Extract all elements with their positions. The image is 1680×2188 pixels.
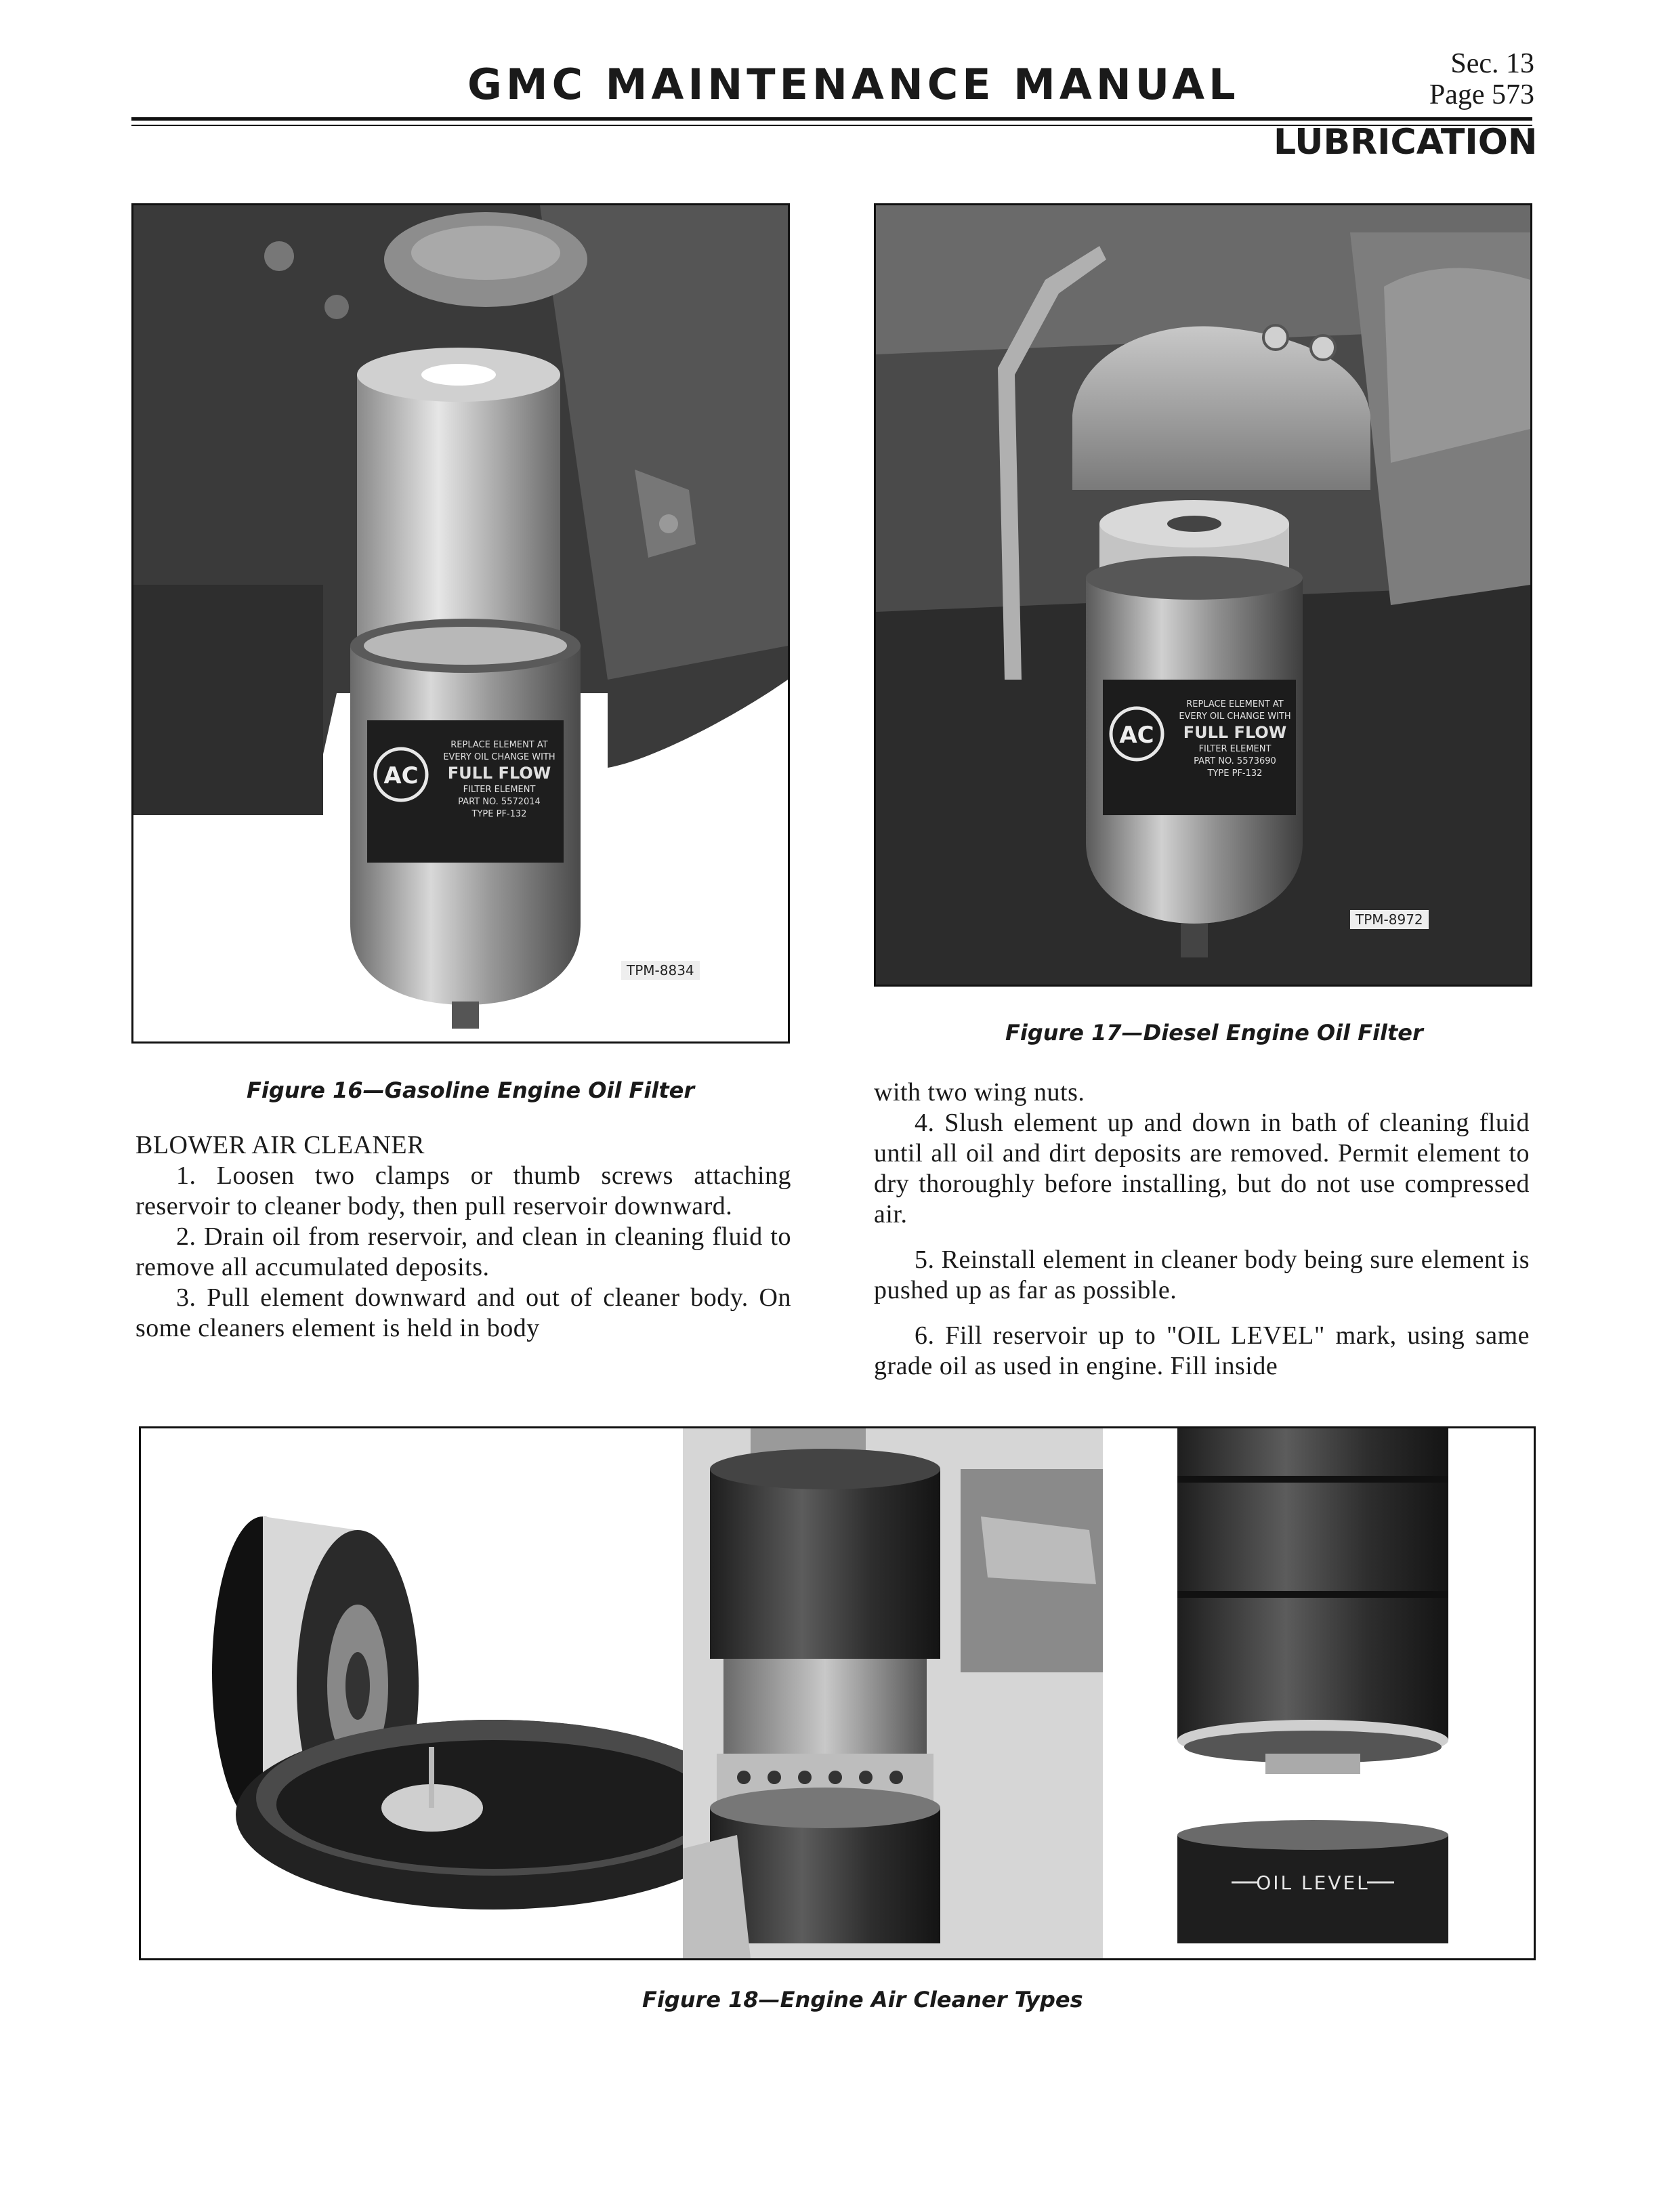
- step-4: 4. Slush element up and down in bath of cleaning fluid until all oil and dirt deposits are removed. Permit element to dry thoroughly before installing, but do not use compressed air.: [874, 1109, 1530, 1229]
- step-3: 3. Pull element downward and out of cleaner body. On some cleaners element is held in body: [135, 1283, 791, 1342]
- air-cleaner-photos: [141, 1428, 1534, 1958]
- section-title: LUBRICATION: [1274, 122, 1538, 163]
- step-3-continued: with two wing nuts.: [874, 1078, 1085, 1107]
- section-number: Sec. 13: [1450, 48, 1534, 79]
- figure-16-photo: [131, 203, 790, 1044]
- oil-filter-photo-diesel: [876, 205, 1530, 985]
- step-1: 1. Loosen two clamps or thumb screws attaching reservoir to cleaner body, then pull reservoir downward.: [135, 1161, 791, 1220]
- svg-text:TYPE PF-132: TYPE PF-132: [1207, 768, 1263, 779]
- figure-17-caption: Figure 17—Diesel Engine Oil Filter: [1005, 1020, 1423, 1046]
- manual-title: GMC MAINTENANCE MANUAL: [467, 60, 1240, 109]
- figure-16-caption: Figure 16—Gasoline Engine Oil Filter: [247, 1077, 695, 1103]
- svg-text:FILTER ELEMENT: FILTER ELEMENT: [1198, 744, 1272, 754]
- svg-text:FULL FLOW: FULL FLOW: [447, 764, 551, 783]
- ac-brand-mark: AC: [1119, 722, 1154, 749]
- figure-18-caption: Figure 18—Engine Air Cleaner Types: [642, 1987, 1083, 2012]
- header-rule: [131, 117, 1532, 121]
- svg-text:EVERY OIL CHANGE WITH: EVERY OIL CHANGE WITH: [1179, 711, 1291, 722]
- svg-text:REPLACE ELEMENT AT: REPLACE ELEMENT AT: [450, 740, 548, 750]
- page-number: Page 573: [1429, 79, 1534, 110]
- svg-text:TYPE PF-132: TYPE PF-132: [471, 809, 527, 819]
- photo-code: TPM-8834: [621, 961, 700, 980]
- step-2: 2. Drain oil from reservoir, and clean in cleaning fluid to remove all accumulated deposits.: [135, 1222, 791, 1281]
- oil-level-mark: OIL LEVEL: [1256, 1872, 1370, 1894]
- figure-17-photo: [874, 203, 1532, 987]
- photo-code: TPM-8972: [1350, 910, 1429, 929]
- step-5: 5. Reinstall element in cleaner body being sure element is pushed up as far as possible.: [874, 1245, 1530, 1304]
- air-cleaner-bracket-type: [683, 1428, 1103, 1958]
- svg-text:PART NO. 5573690: PART NO. 5573690: [1194, 756, 1276, 766]
- svg-text:FULL FLOW: FULL FLOW: [1183, 723, 1287, 742]
- section-heading: BLOWER AIR CLEANER: [135, 1131, 425, 1159]
- svg-text:FILTER ELEMENT: FILTER ELEMENT: [463, 785, 536, 795]
- right-text-column: [874, 1077, 1530, 1382]
- oil-filter-photo-gasoline: [133, 205, 788, 1041]
- svg-text:EVERY OIL CHANGE WITH: EVERY OIL CHANGE WITH: [443, 752, 555, 762]
- figure-18-photo: [139, 1426, 1536, 1960]
- left-text-column: [135, 1130, 791, 1344]
- step-6: 6. Fill reservoir up to "OIL LEVEL" mark, using same grade oil as used in engine. Fill inside: [874, 1321, 1530, 1380]
- svg-text:PART NO. 5572014: PART NO. 5572014: [458, 797, 541, 807]
- air-cleaner-tall-type: [1110, 1428, 1534, 1958]
- ac-brand-mark: AC: [383, 762, 419, 789]
- svg-text:REPLACE ELEMENT AT: REPLACE ELEMENT AT: [1186, 699, 1284, 709]
